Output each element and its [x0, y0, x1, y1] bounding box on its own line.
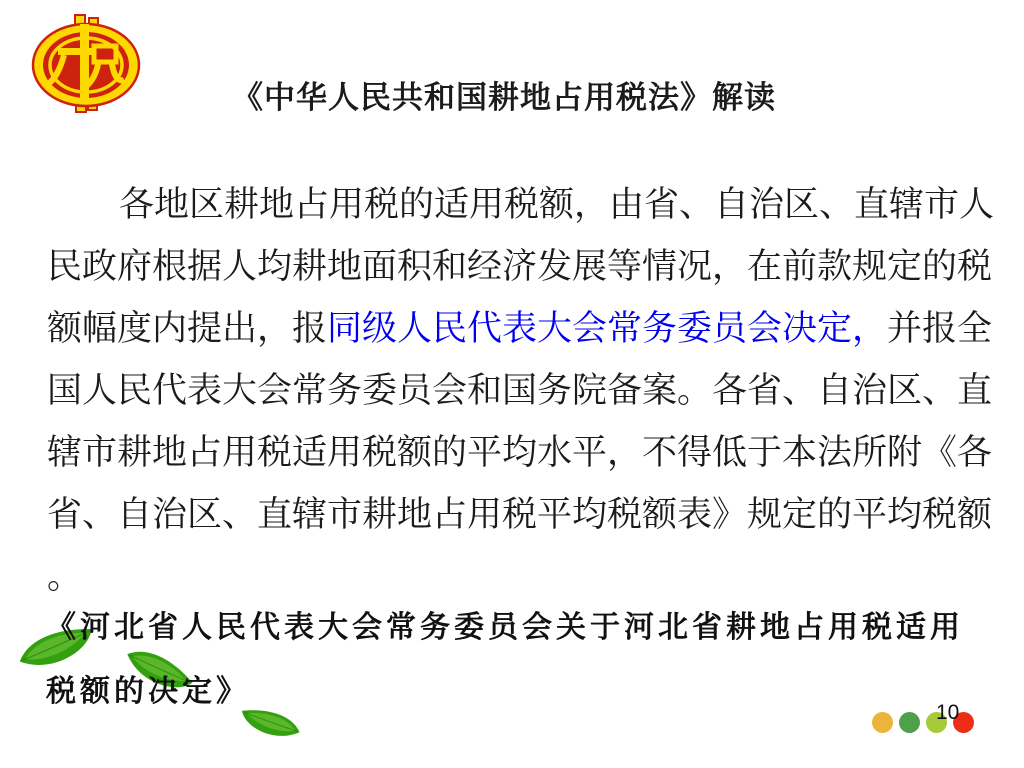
slide-title: 《中华人民共和国耕地占用税法》解读: [232, 80, 776, 115]
body-line-7: 。: [47, 557, 83, 596]
body-line-3: [47, 298, 993, 360]
page-number: 10: [936, 701, 960, 724]
reference-line-1: 《河北省人民代表大会常务委员会关于河北省耕地占用税适用: [46, 611, 964, 644]
body-line-5: 辖市耕地占用税适用税额的平均水平，不得低于本法所附《各: [47, 433, 993, 472]
body-line-3-after: 并报全: [887, 309, 993, 348]
body-line-1: 各地区耕地占用税的适用税额，由省、自治区、直辖市人: [119, 185, 995, 224]
reference-line-2: 税额的决定》: [46, 675, 250, 708]
highlighted-clause: 同级人民代表大会常务委员会决定，: [327, 309, 888, 348]
body-paragraph: [47, 174, 995, 608]
reference-title: [46, 596, 986, 724]
body-line-2: 民政府根据人均耕地面积和经济发展等情况，在前款规定的税: [47, 247, 993, 286]
body-line-6: 省、自治区、直辖市耕地占用税平均税额表》规定的平均税额: [47, 495, 993, 534]
body-line-3-before: 额幅度内提出，报: [47, 309, 328, 348]
body-line-4: 国人民代表大会常务委员会和国务院备案。各省、自治区、直: [47, 371, 993, 410]
